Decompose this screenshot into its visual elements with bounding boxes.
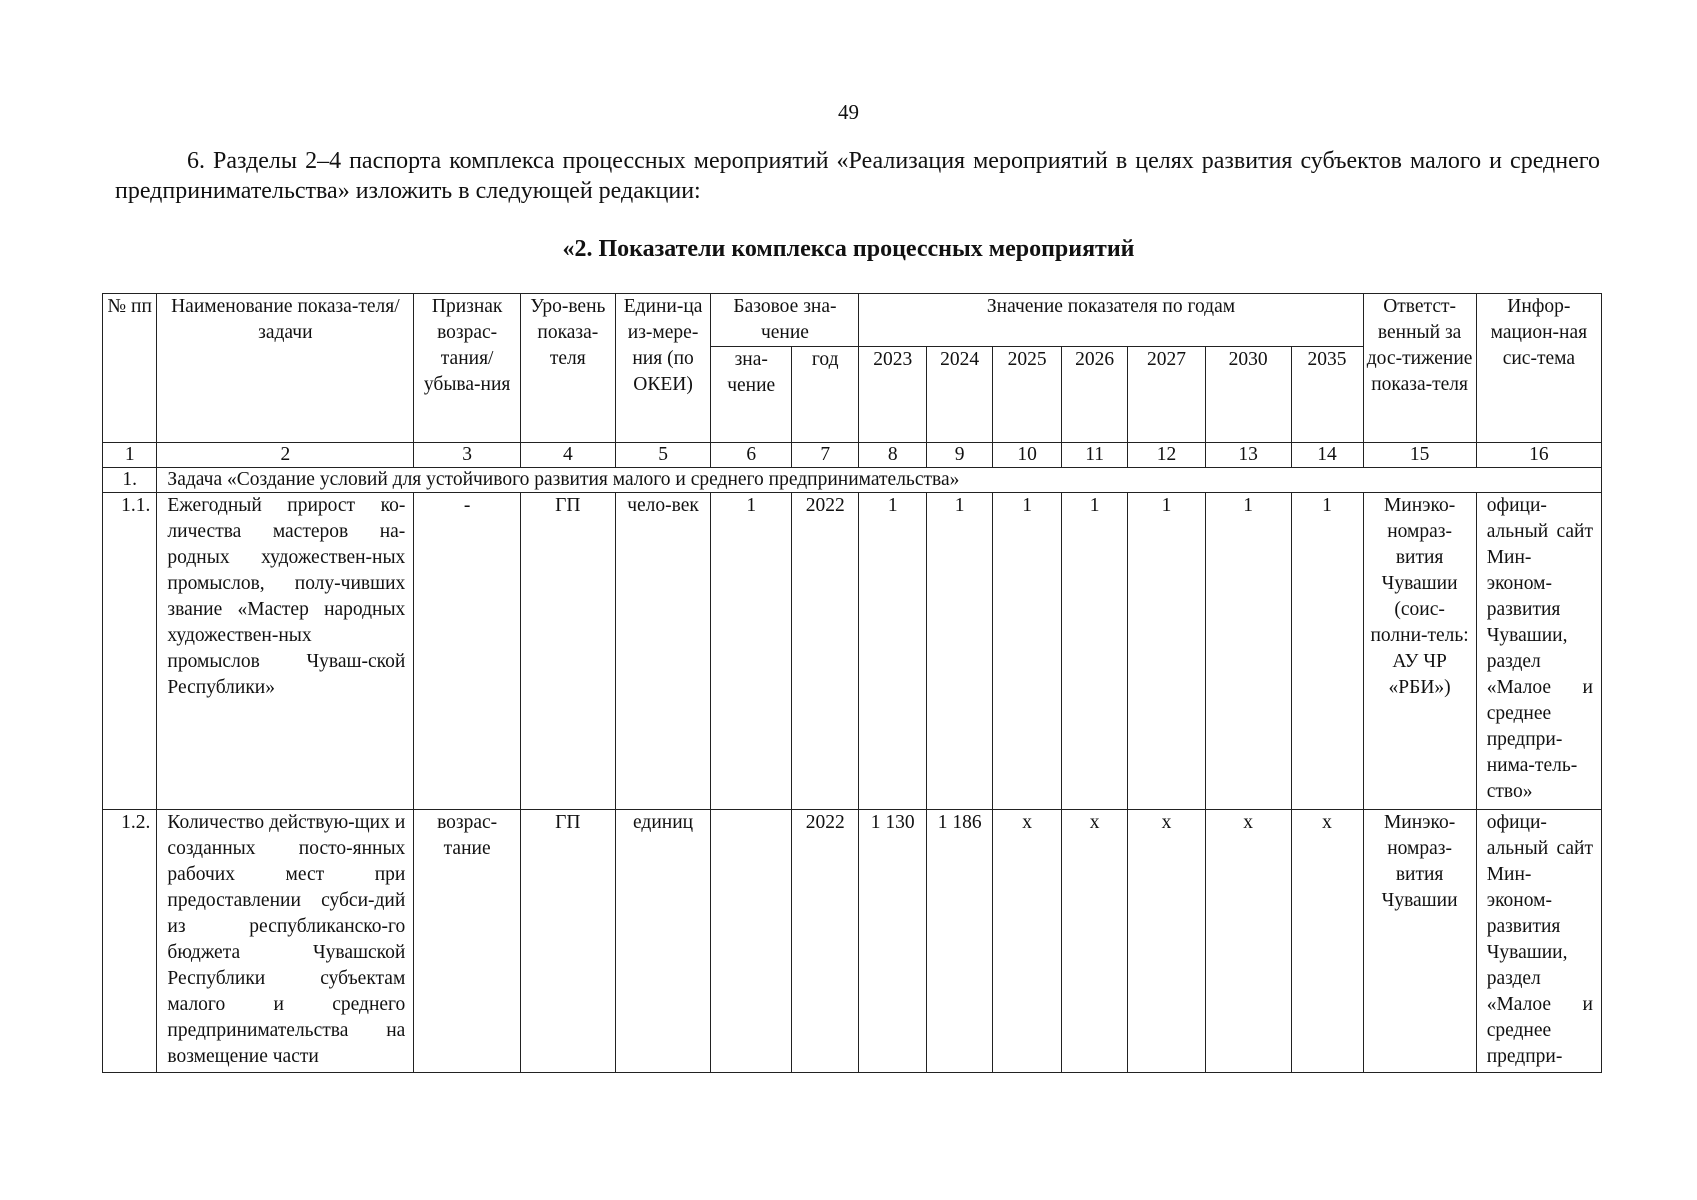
row-value: 1	[1061, 493, 1127, 810]
header-base: Базовое зна-чение	[711, 294, 859, 347]
column-number: 8	[859, 443, 926, 468]
header-year: 2030	[1205, 347, 1291, 443]
column-number: 3	[414, 443, 521, 468]
row-number: 1.2.	[103, 810, 157, 1073]
row-unit: чело-век	[615, 493, 711, 810]
row-value: 1	[926, 493, 992, 810]
column-number: 14	[1291, 443, 1363, 468]
row-value: 1	[1128, 493, 1205, 810]
row-value: 1	[859, 493, 926, 810]
row-level: ГП	[520, 810, 615, 1073]
column-number: 7	[792, 443, 859, 468]
table-row	[103, 810, 1602, 1073]
header-no: № пп	[103, 294, 157, 443]
column-number: 1	[103, 443, 157, 468]
header-base-year: год	[792, 347, 859, 443]
row-value: 1 186	[926, 810, 992, 1073]
intro-paragraph: 6. Разделы 2–4 паспорта комплекса процессных мероприятий «Реализация мероприятий в целях развития субъектов малого и среднего предпринимательства» изложить в следующей редакции:	[115, 148, 1600, 204]
row-value: х	[993, 810, 1062, 1073]
header-values-by-year: Значение показателя по годам	[859, 294, 1363, 347]
header-year: 2024	[926, 347, 992, 443]
row-name: Количество действую-щих и созданных посто-янных рабочих мест при предоставлении субси-дий из республиканско-го бюджета Чувашской Республики субъектам малого и среднего предпринимательства на возмещение части	[157, 810, 414, 1073]
header-base-value: зна-чение	[711, 347, 792, 443]
header-unit: Едини-ца из-мере-ния (по ОКЕИ)	[615, 294, 711, 443]
row-sign: возрас-тание	[414, 810, 521, 1073]
column-number: 15	[1363, 443, 1476, 468]
header-info-system: Инфор-мацион-ная сис-тема	[1476, 294, 1601, 443]
header-year: 2025	[993, 347, 1062, 443]
row-value: 1	[1291, 493, 1363, 810]
row-value: х	[1291, 810, 1363, 1073]
table-row	[103, 493, 1602, 810]
row-value: 1	[993, 493, 1062, 810]
row-sign: -	[414, 493, 521, 810]
header-year: 2023	[859, 347, 926, 443]
header-level: Уро-вень показа-теля	[520, 294, 615, 443]
column-number: 13	[1205, 443, 1291, 468]
column-number-row	[103, 443, 1602, 468]
header-name: Наименование показа-теля/задачи	[157, 294, 414, 443]
header-year: 2026	[1061, 347, 1127, 443]
column-number: 16	[1476, 443, 1601, 468]
header-responsible: Ответст-венный за дос-тижение показа-теля	[1363, 294, 1476, 443]
row-number: 1.1.	[103, 493, 157, 810]
row-info-system: офици-альный сайт Мин-эконом-развития Чувашии, раздел «Малое и среднее предпри-нима-тель-ство»	[1476, 493, 1601, 810]
row-name: Ежегодный прирост ко-личества мастеров на-родных художествен-ных промыслов, полу-чивших звание «Мастер народных художествен-ных промыслов Чуваш-ской Республики»	[157, 493, 414, 810]
column-number: 10	[993, 443, 1062, 468]
row-info-system: офици-альный сайт Мин-эконом-развития Чувашии, раздел «Малое и среднее предпри-	[1476, 810, 1601, 1073]
row-base-value	[711, 810, 792, 1073]
row-level: ГП	[520, 493, 615, 810]
row-value: х	[1061, 810, 1127, 1073]
task-row	[103, 468, 1602, 493]
task-text: Задача «Создание условий для устойчивого развития малого и среднего предпринимательства»	[157, 468, 1602, 493]
section-title: «2. Показатели комплекса процессных мероприятий	[562, 236, 1135, 262]
column-number: 9	[926, 443, 992, 468]
header-sign: Признак возрас-тания/ убыва-ния	[414, 294, 521, 443]
row-value: 1	[1205, 493, 1291, 810]
header-year: 2027	[1128, 347, 1205, 443]
column-number: 4	[520, 443, 615, 468]
row-value: 1 130	[859, 810, 926, 1073]
row-base-value: 1	[711, 493, 792, 810]
task-number: 1.	[103, 468, 157, 493]
column-number: 5	[615, 443, 711, 468]
row-value: х	[1205, 810, 1291, 1073]
header-year: 2035	[1291, 347, 1363, 443]
row-base-year: 2022	[792, 810, 859, 1073]
column-number: 11	[1061, 443, 1127, 468]
page-number: 49	[838, 100, 859, 124]
header-row-1	[103, 294, 1602, 347]
row-unit: единиц	[615, 810, 711, 1073]
column-number: 2	[157, 443, 414, 468]
row-value: х	[1128, 810, 1205, 1073]
row-responsible: Минэко-номраз-вития Чувашии (соис-полни-тель: АУ ЧР «РБИ»)	[1363, 493, 1476, 810]
row-responsible: Минэко-номраз-вития Чувашии	[1363, 810, 1476, 1073]
indicators-table	[102, 293, 1602, 1073]
row-base-year: 2022	[792, 493, 859, 810]
column-number: 12	[1128, 443, 1205, 468]
column-number: 6	[711, 443, 792, 468]
